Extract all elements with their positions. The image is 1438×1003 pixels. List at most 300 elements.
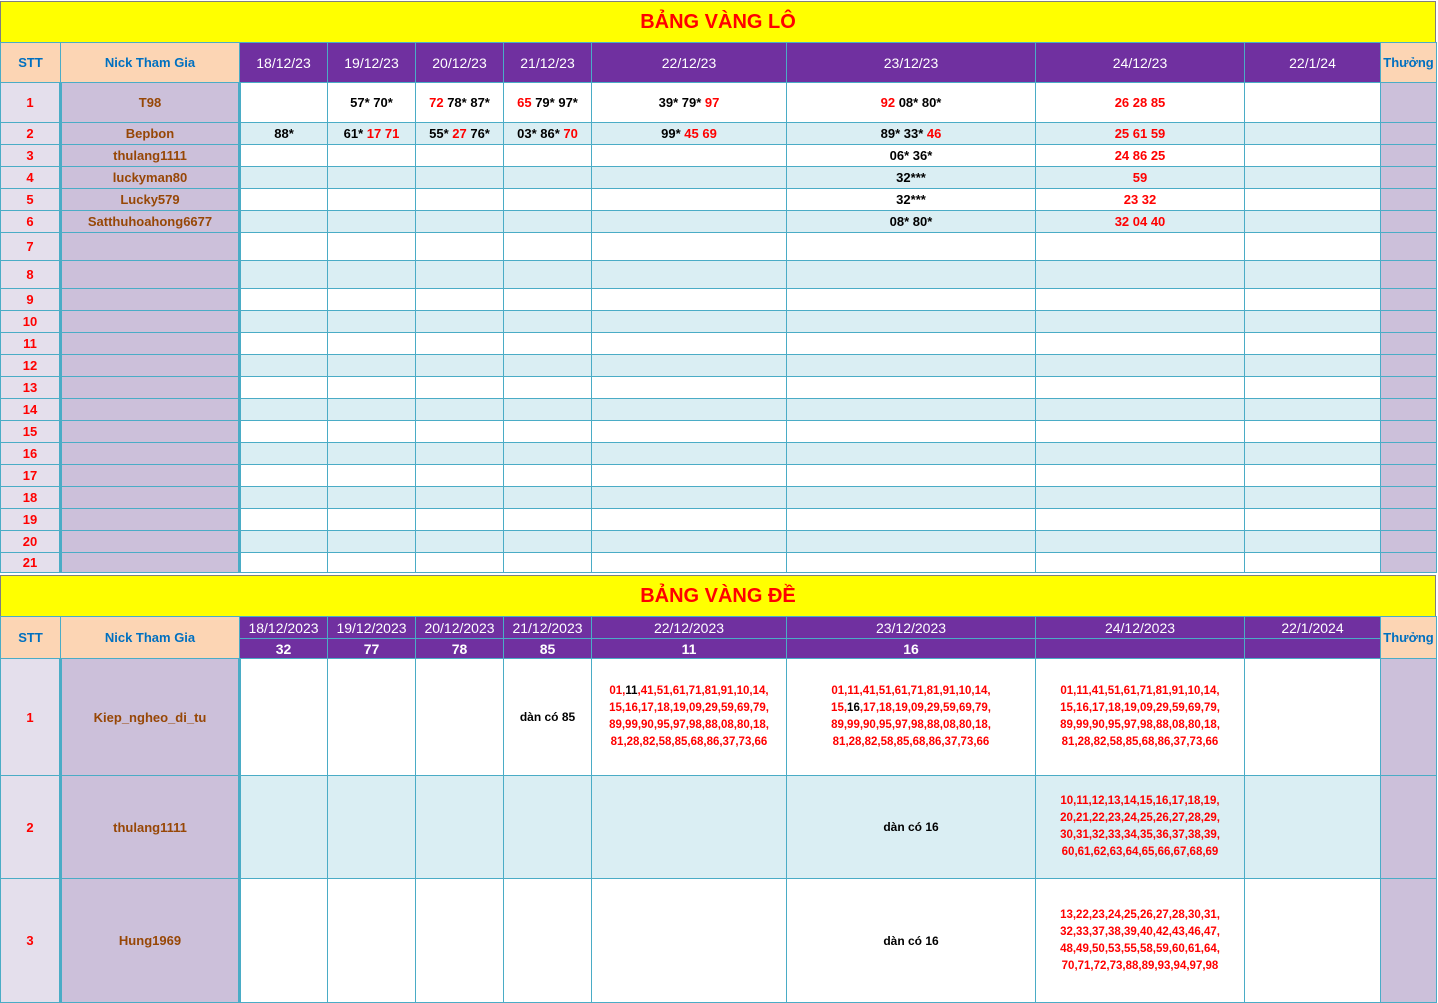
data-cell[interactable] [787, 211, 1036, 233]
row-nick[interactable]: Hung1969 [61, 879, 240, 1003]
data-cell[interactable] [787, 531, 1036, 553]
de-title-banner[interactable] [0, 575, 1436, 617]
data-cell[interactable] [240, 189, 328, 211]
data-cell[interactable] [240, 879, 328, 1003]
data-cell[interactable] [1036, 879, 1245, 1003]
data-cell[interactable] [1245, 531, 1381, 553]
row-nick[interactable] [61, 233, 240, 261]
data-cell[interactable] [1036, 443, 1245, 465]
data-cell[interactable] [504, 123, 592, 145]
data-cell[interactable] [592, 233, 787, 261]
row-nick[interactable]: Kiep_ngheo_di_tu [61, 659, 240, 776]
data-cell[interactable] [416, 333, 504, 355]
row-thuong[interactable] [1381, 487, 1437, 509]
data-cell[interactable] [592, 776, 787, 879]
data-cell[interactable] [328, 421, 416, 443]
data-cell[interactable] [1245, 509, 1381, 531]
row-stt[interactable]: 14 [1, 399, 61, 421]
row-stt[interactable]: 12 [1, 355, 61, 377]
data-cell[interactable] [592, 659, 787, 776]
data-cell[interactable] [328, 289, 416, 311]
data-cell[interactable] [240, 83, 328, 123]
data-cell[interactable] [328, 776, 416, 879]
header-date[interactable]: 24/12/23 [1036, 43, 1245, 83]
data-cell[interactable] [328, 399, 416, 421]
data-cell[interactable] [1245, 465, 1381, 487]
row-thuong[interactable] [1381, 879, 1437, 1003]
row-nick[interactable] [61, 355, 240, 377]
data-cell[interactable] [328, 487, 416, 509]
row-nick[interactable]: Satthuhoahong6677 [61, 211, 240, 233]
data-cell[interactable] [1245, 879, 1381, 1003]
data-cell[interactable] [1245, 123, 1381, 145]
header-date[interactable]: 18/12/23 [240, 43, 328, 83]
data-cell[interactable] [240, 531, 328, 553]
data-cell[interactable] [328, 659, 416, 776]
header-date[interactable]: 22/12/2023 [592, 617, 787, 639]
header-date[interactable]: 22/1/24 [1245, 43, 1381, 83]
row-nick[interactable] [61, 311, 240, 333]
data-cell[interactable] [328, 553, 416, 573]
header-stt-label: STT [18, 55, 43, 70]
header-date[interactable]: 24/12/2023 [1036, 617, 1245, 639]
cell-value: 03* 86* [517, 126, 564, 141]
data-cell[interactable] [416, 123, 504, 145]
data-cell[interactable] [1245, 167, 1381, 189]
data-cell[interactable] [1245, 421, 1381, 443]
data-cell[interactable] [592, 145, 787, 167]
row-stt[interactable]: 16 [1, 443, 61, 465]
row-nick[interactable] [61, 377, 240, 399]
row-stt[interactable]: 7 [1, 233, 61, 261]
data-cell[interactable] [787, 553, 1036, 573]
data-cell[interactable] [240, 167, 328, 189]
data-cell[interactable] [787, 776, 1036, 879]
data-cell[interactable] [416, 211, 504, 233]
row-nick[interactable] [61, 289, 240, 311]
data-cell[interactable] [240, 311, 328, 333]
row-nick[interactable]: Lucky579 [61, 189, 240, 211]
row-stt[interactable]: 17 [1, 465, 61, 487]
data-cell[interactable] [787, 509, 1036, 531]
data-cell[interactable] [504, 333, 592, 355]
data-cell[interactable] [592, 399, 787, 421]
data-cell[interactable] [1036, 465, 1245, 487]
header-result: 32 [240, 639, 328, 659]
header-date[interactable]: 23/12/2023 [787, 617, 1036, 639]
data-cell[interactable] [240, 233, 328, 261]
data-cell[interactable] [240, 377, 328, 399]
data-cell[interactable] [416, 879, 504, 1003]
data-cell[interactable] [787, 311, 1036, 333]
row-stt[interactable]: 1 [1, 83, 61, 123]
header-nick[interactable] [61, 617, 240, 659]
data-cell[interactable] [592, 443, 787, 465]
data-cell[interactable] [787, 659, 1036, 776]
row-thuong[interactable] [1381, 443, 1437, 465]
data-cell[interactable] [787, 333, 1036, 355]
data-cell[interactable] [504, 443, 592, 465]
row-stt[interactable]: 18 [1, 487, 61, 509]
data-cell[interactable] [328, 355, 416, 377]
data-cell[interactable] [787, 167, 1036, 189]
data-cell[interactable] [1036, 311, 1245, 333]
data-cell[interactable] [1036, 167, 1245, 189]
row-stt[interactable]: 11 [1, 333, 61, 355]
row-thuong[interactable] [1381, 465, 1437, 487]
data-cell[interactable] [1036, 509, 1245, 531]
data-cell[interactable] [1245, 377, 1381, 399]
data-cell[interactable] [504, 289, 592, 311]
row-nick[interactable] [61, 443, 240, 465]
row-thuong[interactable] [1381, 145, 1437, 167]
data-cell[interactable] [240, 487, 328, 509]
row-stt[interactable]: 2 [1, 123, 61, 145]
data-cell[interactable] [1036, 487, 1245, 509]
data-cell[interactable] [240, 553, 328, 573]
data-cell[interactable] [1036, 211, 1245, 233]
data-cell[interactable] [1245, 233, 1381, 261]
table-row [1, 167, 1437, 189]
row-thuong[interactable] [1381, 421, 1437, 443]
data-cell[interactable] [592, 421, 787, 443]
data-cell[interactable] [1036, 145, 1245, 167]
data-cell[interactable] [1036, 776, 1245, 879]
row-nick[interactable] [61, 509, 240, 531]
header-date[interactable]: 22/1/2024 [1245, 617, 1381, 639]
data-cell[interactable] [592, 879, 787, 1003]
data-cell[interactable] [328, 233, 416, 261]
row-stt[interactable]: 4 [1, 167, 61, 189]
cell-value: 78* 87* [447, 95, 490, 110]
data-cell[interactable] [328, 443, 416, 465]
data-cell[interactable] [240, 123, 328, 145]
data-cell[interactable] [1036, 659, 1245, 776]
row-stt[interactable]: 19 [1, 509, 61, 531]
data-cell[interactable] [787, 421, 1036, 443]
data-cell[interactable] [1245, 333, 1381, 355]
row-stt[interactable]: 6 [1, 211, 61, 233]
data-cell[interactable] [787, 289, 1036, 311]
header-date[interactable]: 20/12/2023 [416, 617, 504, 639]
header-date[interactable]: 22/12/23 [592, 43, 787, 83]
data-cell[interactable] [592, 465, 787, 487]
data-cell[interactable] [787, 465, 1036, 487]
data-cell[interactable] [787, 377, 1036, 399]
row-thuong[interactable] [1381, 355, 1437, 377]
data-cell[interactable] [504, 311, 592, 333]
header-date[interactable]: 19/12/2023 [328, 617, 416, 639]
data-cell[interactable] [787, 123, 1036, 145]
data-cell[interactable] [787, 233, 1036, 261]
data-cell[interactable] [504, 83, 592, 123]
data-cell[interactable] [592, 261, 787, 289]
row-thuong[interactable] [1381, 553, 1437, 573]
data-cell[interactable] [328, 123, 416, 145]
row-thuong[interactable] [1381, 189, 1437, 211]
row-nick[interactable] [61, 487, 240, 509]
row-nick[interactable]: luckyman80 [61, 167, 240, 189]
data-cell[interactable] [1036, 233, 1245, 261]
data-cell[interactable] [592, 83, 787, 123]
table-row [1, 443, 1437, 465]
data-cell[interactable] [416, 487, 504, 509]
cell-value: 24 86 25 [1114, 148, 1166, 163]
row-thuong[interactable] [1381, 211, 1437, 233]
data-cell[interactable] [504, 233, 592, 261]
data-cell[interactable] [787, 399, 1036, 421]
data-cell[interactable] [787, 879, 1036, 1003]
row-thuong[interactable] [1381, 123, 1437, 145]
data-cell[interactable] [504, 531, 592, 553]
row-stt[interactable]: 10 [1, 311, 61, 333]
row-nick[interactable] [61, 465, 240, 487]
data-cell[interactable] [416, 509, 504, 531]
data-cell[interactable] [1036, 421, 1245, 443]
row-thuong[interactable] [1381, 659, 1437, 776]
data-cell[interactable] [328, 531, 416, 553]
row-thuong[interactable] [1381, 233, 1437, 261]
data-cell[interactable] [328, 167, 416, 189]
row-nick[interactable] [61, 553, 240, 573]
data-cell[interactable] [504, 167, 592, 189]
data-cell[interactable] [1036, 123, 1245, 145]
data-cell[interactable] [240, 465, 328, 487]
data-cell[interactable] [416, 289, 504, 311]
row-thuong[interactable] [1381, 399, 1437, 421]
data-cell[interactable] [504, 261, 592, 289]
data-cell[interactable] [1036, 333, 1245, 355]
data-cell[interactable] [592, 289, 787, 311]
data-cell[interactable] [416, 377, 504, 399]
data-cell[interactable] [1036, 289, 1245, 311]
row-nick[interactable] [61, 399, 240, 421]
data-cell[interactable] [1245, 553, 1381, 573]
header-thuong[interactable] [1381, 43, 1437, 83]
row-nick[interactable] [61, 261, 240, 289]
row-thuong[interactable] [1381, 776, 1437, 879]
data-cell[interactable] [240, 443, 328, 465]
data-cell[interactable] [787, 189, 1036, 211]
data-cell[interactable] [328, 333, 416, 355]
row-stt[interactable]: 2 [1, 776, 61, 879]
row-thuong[interactable] [1381, 531, 1437, 553]
row-thuong[interactable] [1381, 261, 1437, 289]
data-cell[interactable] [504, 509, 592, 531]
data-cell[interactable] [504, 776, 592, 879]
cell-value: 08* 80* [889, 214, 933, 229]
row-nick[interactable] [61, 531, 240, 553]
data-cell[interactable] [328, 189, 416, 211]
data-cell[interactable] [1245, 189, 1381, 211]
data-cell[interactable] [328, 261, 416, 289]
data-cell[interactable] [240, 421, 328, 443]
data-cell[interactable] [1245, 311, 1381, 333]
row-stt[interactable]: 21 [1, 553, 61, 573]
data-cell[interactable] [240, 659, 328, 776]
data-cell[interactable] [1036, 399, 1245, 421]
data-cell[interactable] [416, 465, 504, 487]
data-cell[interactable] [787, 83, 1036, 123]
row-stt[interactable]: 15 [1, 421, 61, 443]
data-cell[interactable] [240, 145, 328, 167]
data-cell[interactable] [240, 776, 328, 879]
data-cell[interactable] [592, 333, 787, 355]
data-cell[interactable] [787, 145, 1036, 167]
data-cell[interactable] [328, 145, 416, 167]
header-date[interactable]: 23/12/23 [787, 43, 1036, 83]
row-thuong[interactable] [1381, 311, 1437, 333]
data-cell[interactable] [1245, 443, 1381, 465]
lo-title-banner[interactable] [0, 1, 1436, 43]
data-cell[interactable] [240, 211, 328, 233]
header-stt[interactable] [1, 617, 61, 659]
data-cell[interactable] [416, 311, 504, 333]
data-cell[interactable] [504, 189, 592, 211]
data-cell[interactable] [1036, 355, 1245, 377]
data-cell[interactable] [504, 879, 592, 1003]
data-cell[interactable] [240, 289, 328, 311]
row-nick[interactable]: Bepbon [61, 123, 240, 145]
data-cell[interactable] [1245, 776, 1381, 879]
header-date[interactable]: 18/12/2023 [240, 617, 328, 639]
data-cell[interactable] [416, 776, 504, 879]
cell-value: 65 [517, 95, 536, 110]
data-cell[interactable] [416, 167, 504, 189]
table-row [1, 261, 1437, 289]
data-cell[interactable] [504, 553, 592, 573]
data-cell[interactable] [240, 399, 328, 421]
row-nick[interactable] [61, 333, 240, 355]
data-cell[interactable] [240, 355, 328, 377]
data-cell[interactable] [504, 211, 592, 233]
data-cell[interactable] [416, 233, 504, 261]
data-cell[interactable] [328, 465, 416, 487]
data-cell[interactable] [1245, 487, 1381, 509]
row-thuong[interactable] [1381, 289, 1437, 311]
data-cell[interactable] [1036, 189, 1245, 211]
row-nick[interactable]: thulang1111 [61, 145, 240, 167]
data-cell[interactable] [1245, 261, 1381, 289]
row-nick[interactable] [61, 421, 240, 443]
data-cell[interactable] [592, 509, 787, 531]
data-cell[interactable] [1036, 531, 1245, 553]
header-nick[interactable] [61, 43, 240, 83]
row-thuong[interactable] [1381, 83, 1437, 123]
data-cell[interactable] [592, 189, 787, 211]
header-stt[interactable] [1, 43, 61, 83]
row-stt[interactable]: 9 [1, 289, 61, 311]
data-cell[interactable] [1245, 399, 1381, 421]
row-stt[interactable]: 3 [1, 145, 61, 167]
data-cell[interactable] [592, 167, 787, 189]
data-cell[interactable] [1036, 553, 1245, 573]
data-cell[interactable] [328, 211, 416, 233]
data-cell[interactable] [1245, 83, 1381, 123]
header-thuong[interactable] [1381, 617, 1437, 659]
data-cell[interactable] [416, 421, 504, 443]
data-cell[interactable] [416, 531, 504, 553]
data-cell[interactable] [592, 531, 787, 553]
data-cell[interactable] [416, 261, 504, 289]
data-cell[interactable] [416, 189, 504, 211]
data-cell[interactable] [787, 487, 1036, 509]
data-cell[interactable] [592, 377, 787, 399]
data-cell[interactable] [240, 509, 328, 531]
data-cell[interactable] [1036, 261, 1245, 289]
data-cell[interactable] [416, 355, 504, 377]
data-cell[interactable] [504, 355, 592, 377]
data-cell[interactable] [592, 355, 787, 377]
data-cell[interactable] [592, 123, 787, 145]
row-thuong[interactable] [1381, 167, 1437, 189]
data-cell[interactable] [416, 553, 504, 573]
data-cell[interactable] [240, 333, 328, 355]
data-cell[interactable] [1245, 289, 1381, 311]
data-cell[interactable] [504, 399, 592, 421]
data-cell[interactable] [1036, 377, 1245, 399]
data-cell[interactable] [504, 377, 592, 399]
row-thuong[interactable] [1381, 509, 1437, 531]
data-cell[interactable] [592, 553, 787, 573]
header-date[interactable]: 19/12/23 [328, 43, 416, 83]
data-cell[interactable] [1036, 83, 1245, 123]
data-cell[interactable] [504, 465, 592, 487]
data-cell[interactable] [504, 421, 592, 443]
data-cell[interactable] [328, 509, 416, 531]
data-cell[interactable] [416, 443, 504, 465]
header-date[interactable]: 21/12/23 [504, 43, 592, 83]
row-stt[interactable]: 1 [1, 659, 61, 776]
row-thuong[interactable] [1381, 377, 1437, 399]
row-thuong[interactable] [1381, 333, 1437, 355]
data-cell[interactable] [592, 211, 787, 233]
data-cell[interactable] [787, 355, 1036, 377]
data-cell[interactable] [416, 145, 504, 167]
data-cell[interactable] [416, 659, 504, 776]
data-cell[interactable] [416, 83, 504, 123]
data-cell[interactable] [1245, 211, 1381, 233]
row-nick[interactable]: thulang1111 [61, 776, 240, 879]
row-nick[interactable]: T98 [61, 83, 240, 123]
row-stt[interactable]: 20 [1, 531, 61, 553]
data-cell[interactable] [1245, 659, 1381, 776]
data-cell[interactable] [240, 261, 328, 289]
header-date[interactable]: 20/12/23 [416, 43, 504, 83]
row-stt[interactable]: 3 [1, 879, 61, 1003]
data-cell[interactable] [328, 83, 416, 123]
data-cell[interactable] [328, 879, 416, 1003]
data-cell[interactable] [504, 145, 592, 167]
data-cell[interactable] [1245, 355, 1381, 377]
data-cell[interactable] [787, 443, 1036, 465]
data-cell[interactable] [504, 659, 592, 776]
data-cell[interactable] [416, 399, 504, 421]
data-cell[interactable] [328, 311, 416, 333]
data-cell[interactable] [1245, 145, 1381, 167]
data-cell[interactable] [592, 487, 787, 509]
row-stt[interactable]: 8 [1, 261, 61, 289]
data-cell[interactable] [592, 311, 787, 333]
cell-value: 26 28 85 [1114, 95, 1166, 110]
data-cell[interactable] [787, 261, 1036, 289]
data-cell[interactable] [328, 377, 416, 399]
header-date[interactable]: 21/12/2023 [504, 617, 592, 639]
cell-value: 55* [429, 126, 453, 141]
row-stt[interactable]: 13 [1, 377, 61, 399]
row-stt[interactable]: 5 [1, 189, 61, 211]
data-cell[interactable] [504, 487, 592, 509]
